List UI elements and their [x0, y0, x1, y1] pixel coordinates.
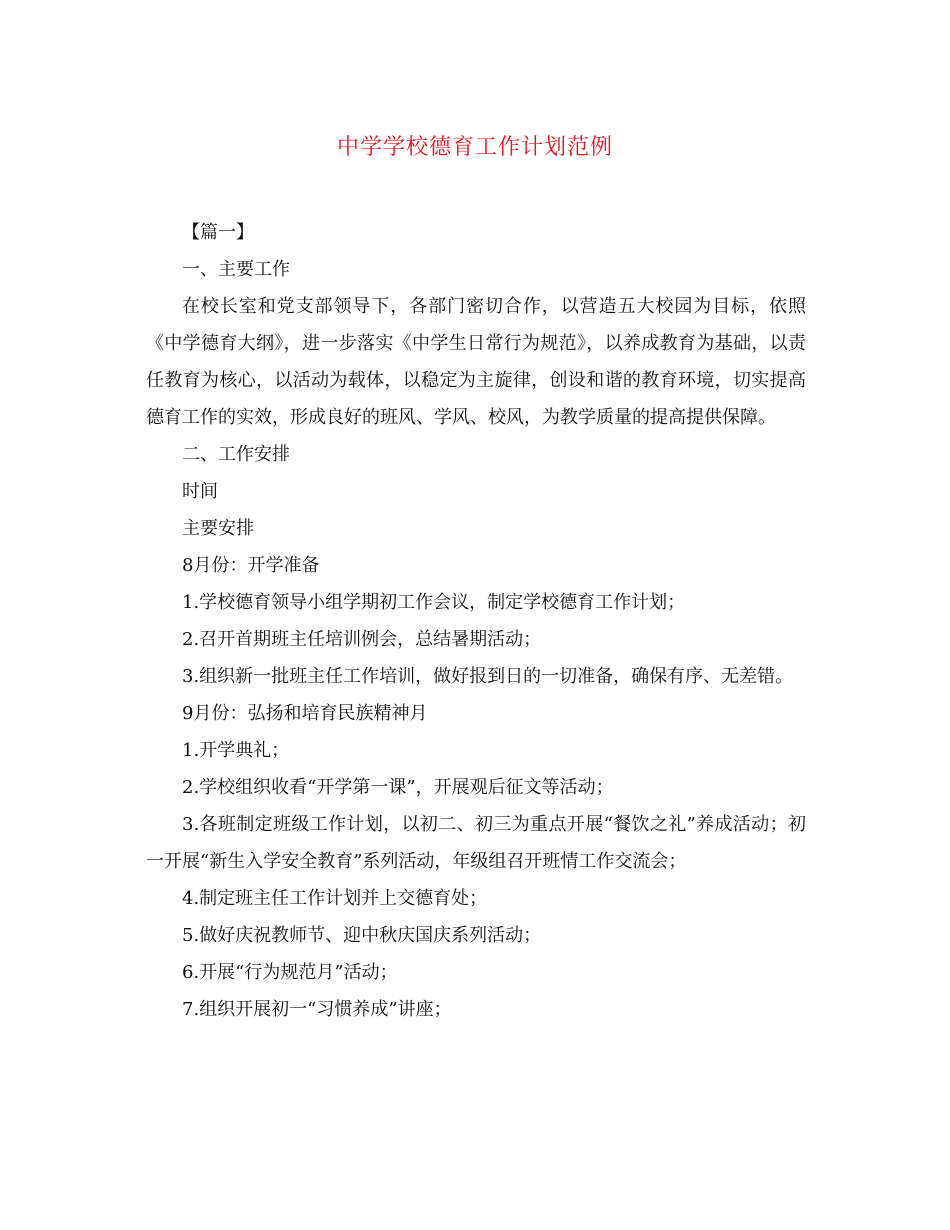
list-item: 1.学校德育领导小组学期初工作会议，制定学校德育工作计划；: [182, 592, 686, 613]
list-item: 4.制定班主任工作计划并上交德育处；: [182, 888, 488, 909]
list-item: 3.组织新一批班主任工作培训，做好报到日的一切准备，确保有序、无差错。: [182, 666, 794, 687]
list-item: 5.做好庆祝教师节、迎中秋庆国庆系列活动；: [182, 925, 542, 946]
list-item: 7.组织开展初一“习惯养成”讲座；: [182, 999, 452, 1020]
month-heading-august: 8月份：开学准备: [182, 555, 320, 576]
heading-work-arrangement: 二、工作安排: [182, 444, 290, 465]
heading-main-work: 一、主要工作: [182, 259, 290, 280]
list-item: 1.开学典礼；: [182, 740, 290, 761]
list-item: 2.学校组织收看“开学第一课”，开展观后征文等活动；: [182, 777, 614, 798]
paragraph-main-work: 在校长室和党支部领导下，各部门密切合作，以营造五大校园为目标，依照《中学德育大纲》，进一步落实《中学生日常行为规范》，以养成教育为基础，以责任教育为核心，以活动为载体，以稳定为主旋律，创设和谐的教育环境，切实提高德育工作的实效，形成良好的班风、学风、校风，为教学质量的提高提供保障。: [146, 296, 806, 428]
label-main-arrangement: 主要安排: [182, 518, 254, 539]
list-item: 6.开展“行为规范月”活动；: [182, 962, 398, 983]
section-heading: 【篇一】: [182, 222, 254, 243]
month-heading-september: 9月份：弘扬和培育民族精神月: [182, 703, 428, 724]
label-time: 时间: [182, 481, 218, 502]
document-title: 中学学校德育工作计划范例: [336, 135, 613, 160]
list-item: 2.召开首期班主任培训例会，总结暑期活动；: [182, 629, 542, 650]
list-item: 3.各班制定班级工作计划，以初二、初三为重点开展“餐饮之礼”养成活动；初一开展“新生入学安全教育”系列活动，年级组召开班情工作交流会；: [146, 814, 806, 872]
document-body: [146, 214, 806, 1028]
